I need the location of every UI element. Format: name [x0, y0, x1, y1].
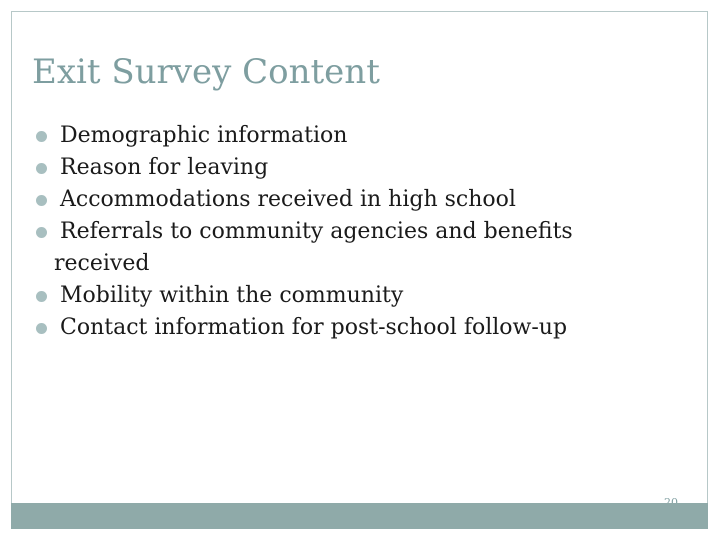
bullet-item	[32, 312, 672, 344]
bullet-item	[32, 216, 672, 280]
bullet-item	[32, 120, 672, 152]
bullet-dot-icon	[36, 227, 47, 238]
bullet-text-continuation: received	[54, 251, 150, 276]
footer-bar	[11, 503, 708, 529]
bullet-text: Referrals to community agencies and benefits	[60, 219, 573, 244]
bullet-dot-icon	[36, 323, 47, 334]
bullet-list	[32, 120, 672, 344]
bullet-text: Accommodations received in high school	[60, 187, 516, 212]
bullet-dot-icon	[36, 291, 47, 302]
bullet-item	[32, 152, 672, 184]
bullet-dot-icon	[36, 131, 47, 142]
bullet-dot-icon	[36, 163, 47, 174]
bullet-item	[32, 184, 672, 216]
bullet-text: Reason for leaving	[60, 155, 269, 180]
bullet-text: Mobility within the community	[60, 283, 404, 308]
bullet-text: Contact information for post-school follow-up	[60, 315, 568, 340]
bullet-item	[32, 280, 672, 312]
bullet-dot-icon	[36, 195, 47, 206]
bullet-text: Demographic information	[60, 123, 348, 148]
slide-title: Exit Survey Content	[32, 52, 380, 92]
